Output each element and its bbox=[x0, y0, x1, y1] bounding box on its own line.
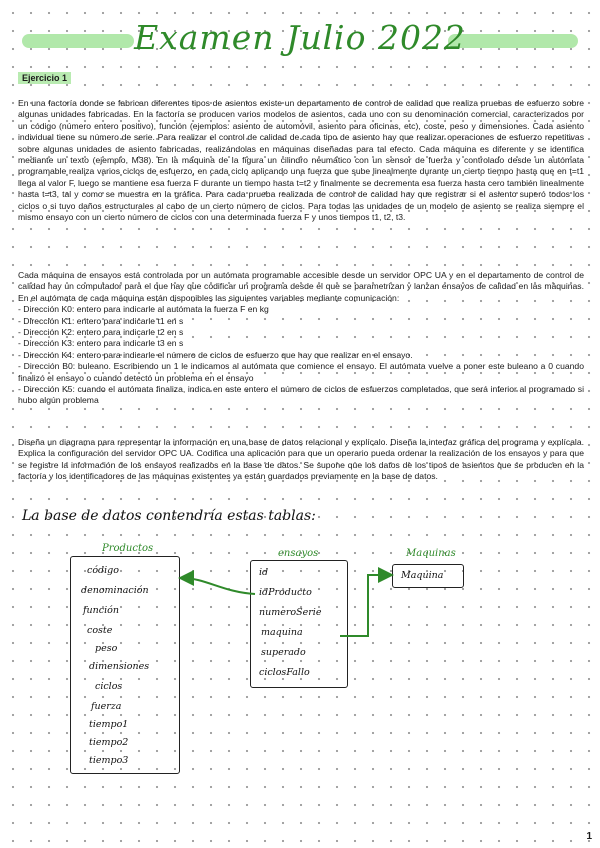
list-item: - Dirección K3: entero para indicarle t3 en s bbox=[18, 338, 184, 349]
ensayos-field: idProducto bbox=[259, 587, 312, 598]
productos-field: fuerza bbox=[91, 701, 122, 712]
productos-table-title: Productos bbox=[102, 543, 154, 554]
ensayos-field: ciclosFallo bbox=[259, 667, 310, 678]
problem-paragraph-3: Diseña un diagrama para representar la información en una base de datos relacional y explícalo. Diseña la interfaz gráfica del programa y explícala. Explica la configuración del servidor OPC UA. Codifica una aplicación para que un operario pueda ordenar la realización de los ensayos y para que se registre la información de los ensayos realizados en la base de datos. Se supone que los datos de los tipos de asientos que se producen en la factoría y los identificadores de las máquinas existentes ya están guardados previamente en la base de datos. bbox=[18, 437, 584, 482]
maquinas-table-title: Maquinas bbox=[406, 548, 456, 559]
productos-field: peso bbox=[95, 643, 118, 654]
productos-field: código bbox=[87, 565, 119, 576]
handwritten-note: La base de datos contendría estas tablas: bbox=[22, 508, 316, 524]
exercise-label: Ejercicio 1 bbox=[18, 72, 71, 84]
ensayos-field: maquina bbox=[261, 627, 303, 638]
list-item: - Dirección K2: entero para indicarle t2 en s bbox=[18, 327, 184, 338]
ensayos-field: numeroSerie bbox=[259, 607, 322, 618]
ensayos-field: superado bbox=[261, 647, 306, 658]
productos-field: tiempo2 bbox=[89, 737, 129, 748]
list-item: - Dirección K0: entero para indicarle al autómata la fuerza F en kg bbox=[18, 304, 269, 315]
ensayos-table-title: ensayos bbox=[278, 548, 319, 559]
ensayos-field: id bbox=[259, 567, 269, 578]
productos-field: coste bbox=[87, 625, 113, 636]
list-item: - Dirección K5: cuando el autómata finaliza, indica en este entero el número de ciclos de esfuerzos completados, que será inferior al programado si hubo algún problema bbox=[18, 384, 584, 406]
variables-intro: Cada máquina de ensayos está controlada por un autómata programable accesible desde un servidor OPC UA y en el departamento de control de calidad hay un computador para el que hay que codificar un programa desde el que se parametrizan y lanzan ensayos de calidad en las máquinas. En el autómata de cada máquina están disponibles las siguientes variables mediante comunicación: bbox=[18, 270, 584, 303]
list-item: - Dirección K4: entero para indicarle el número de ciclos de esfuerzo que hay que realizar en el ensayo. bbox=[18, 349, 413, 360]
problem-paragraph-1: En una factoría donde se fabrican diferentes tipos de asientos existe un departamento de control de calidad que realiza pruebas de esfuerzo sobre algunas unidades fabricadas. En la factoría se producen varios modelos de asientos, cada uno con su denominación comercial, caracterizados por un código (número entero positivo), función (ejemplos: asiento de automóvil, asiento para oficinas, etc), coste, peso y dimensiones. Cada asiento individual tiene su número de serie. Para realizar el control de calidad de cada tipo de asiento hay que realizar operaciones de esfuerzo repetitivas sobre algunas unidades de asiento fabricadas, realizándolas en máquinas diseñadas para tal efecto. Cada máquina es diferente y se identifica mediante un texto (ejemplo, M38). En la máquina de la figura un cilindro neumático con un sensor de fuerza y controlado desde un autómata programable realiza varios ciclos de esfuerzo, en cada ciclo aplicando una fuerza que sube linealmente durante un cierto tiempo hasta que en t=t1 llega al valor F, luego se mantiene esa fuerza F durante un tiempo hasta t=t2 y finalmente se decrementa esa fuerza hasta cero también linealmente hasta t=t3, tal y como se muestra en la gráfica. Para cada prueba realizada de control de calidad hay que registrar si el asiento superó todos los ciclos o si tuvo daños estructurales al cabo de un cierto número de ciclos. Para todas las unidades de un modelo de asiento se realiza siempre el mismo ensayo con un cierto número de ciclos con una determinada fuerza F y unos tiempos t1, t2, t3. bbox=[18, 98, 584, 223]
list-item: - Dirección B0: buleano. Escribiendo un 1 le indicamos al autómata que comience el ensayo. El autómata vuelve a poner este buleano a 0 cuando finalizó el ensayo o cuando detectó un problema en el ensayo bbox=[18, 361, 584, 383]
link-ensayos-productos bbox=[182, 578, 255, 594]
productos-field: función bbox=[83, 605, 119, 616]
list-item: - Dirección K1: entero para indicarle t1 en s bbox=[18, 315, 184, 326]
productos-field: dimensiones bbox=[89, 661, 150, 672]
page-number: 1 bbox=[586, 831, 592, 842]
page-title: Examen Julio 2022 bbox=[134, 18, 466, 57]
maquinas-field: Maquina bbox=[401, 570, 444, 581]
link-ensayos-maquinas bbox=[340, 575, 390, 636]
productos-field: denominación bbox=[81, 585, 149, 596]
productos-field: tiempo3 bbox=[89, 755, 129, 766]
productos-field: ciclos bbox=[95, 681, 123, 692]
productos-field: tiempo1 bbox=[89, 719, 129, 730]
